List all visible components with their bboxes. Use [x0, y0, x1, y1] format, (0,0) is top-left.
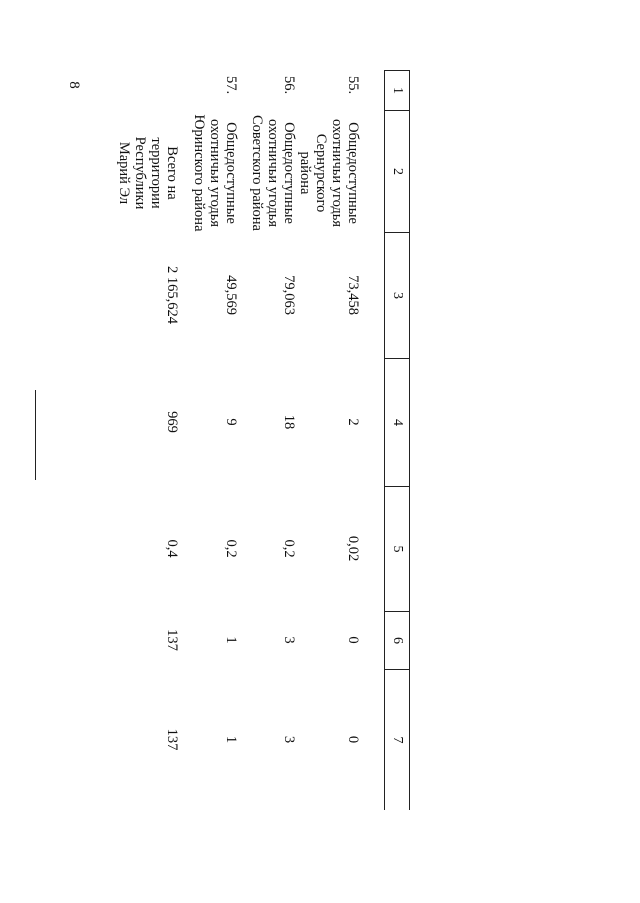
table-header-row	[384, 70, 410, 810]
row-number: 56.	[281, 76, 297, 95]
row-area: 49,569	[223, 275, 239, 315]
table-row	[241, 70, 297, 810]
column-header: 5	[385, 486, 409, 611]
page-number: 8	[66, 81, 82, 89]
column-header: 2	[385, 110, 409, 232]
total-number	[100, 70, 180, 110]
total-count: 969	[164, 411, 180, 433]
table-row	[297, 70, 361, 810]
column-header: 7	[385, 669, 409, 810]
end-divider-line	[35, 390, 36, 480]
total-col6: 137	[164, 629, 180, 651]
table-total-row	[100, 70, 180, 810]
column-header: 6	[385, 611, 409, 669]
row-density: 0,2	[223, 539, 239, 558]
total-col7: 137	[164, 728, 180, 751]
row-name: Общедоступные охотничьи угодья Юринского района	[191, 114, 239, 232]
total-area: 2 165,624	[164, 266, 180, 324]
data-table	[80, 70, 410, 810]
row-density: 0,2	[281, 539, 297, 558]
row-number: 57.	[223, 76, 239, 95]
row-col6: 1	[223, 636, 239, 644]
row-col7: 0	[345, 735, 361, 744]
column-header: 1	[385, 70, 409, 110]
row-count: 18	[281, 414, 297, 430]
row-number: 55.	[345, 76, 361, 95]
total-label: Всего на территории Республики Марий Эл	[116, 136, 180, 210]
row-col6: 3	[281, 636, 297, 644]
row-col6: 0	[345, 636, 361, 644]
table-row	[183, 70, 239, 810]
row-count: 2	[345, 418, 361, 426]
row-density: 0,02	[345, 535, 361, 562]
column-header: 4	[385, 358, 409, 486]
total-density: 0,4	[164, 539, 180, 558]
row-area: 73,458	[345, 275, 361, 315]
column-header: 3	[385, 232, 409, 358]
row-col7: 3	[281, 735, 297, 744]
row-col7: 1	[223, 735, 239, 744]
row-count: 9	[223, 418, 239, 426]
row-area: 79,063	[281, 275, 297, 315]
row-name: Общедоступные охотничьи угодья Сернурского района	[297, 118, 361, 228]
row-name: Общедоступные охотничьи угодья Советского района	[249, 115, 297, 231]
